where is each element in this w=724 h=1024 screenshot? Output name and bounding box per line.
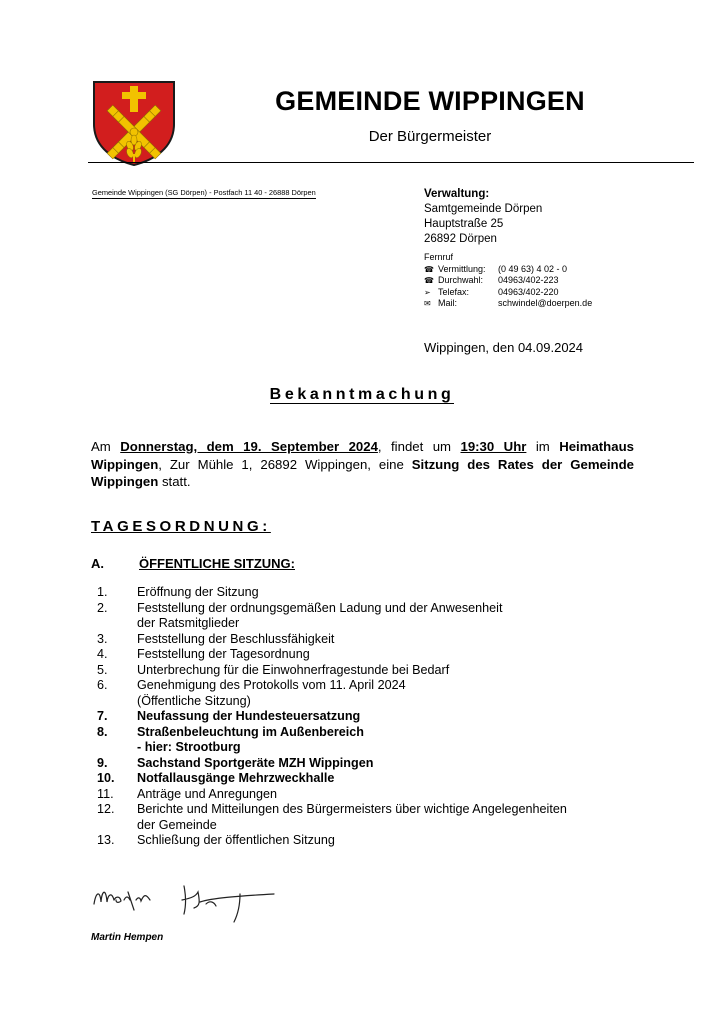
contact-heading: Fernruf — [424, 252, 454, 262]
agenda-item-line: Schließung der öffentlichen Sitzung — [137, 833, 335, 847]
agenda-item-number: 10. — [97, 771, 115, 785]
contact-label: Telefax: — [438, 286, 470, 297]
agenda-item-line: Berichte und Mitteilungen des Bürgermeisters über wichtige Angelegenheiten — [137, 802, 567, 816]
contact-value: (0 49 63) 4 02 - 0 — [498, 263, 568, 274]
phone-icon: ☎ — [424, 276, 434, 285]
handwritten-signature — [88, 870, 288, 928]
intro-paragraph — [91, 438, 634, 491]
sender-address-line: Gemeinde Wippingen (SG Dörpen) - Postfach 11 40 - 26888 Dörpen — [92, 188, 316, 197]
agenda-list — [91, 585, 651, 849]
agenda-item-text — [137, 756, 651, 772]
agenda-item-text — [137, 833, 651, 849]
meeting-time: 19:30 Uhr — [460, 439, 527, 454]
agenda-item-number: 11. — [97, 786, 114, 801]
municipality-title: GEMEINDE WIPPINGEN — [275, 86, 585, 116]
administration-line: Hauptstraße 25 — [424, 218, 504, 230]
section-title: ÖFFENTLICHE SITZUNG: — [139, 556, 295, 571]
agenda-item-text — [137, 585, 651, 601]
agenda-item-number: 4. — [97, 647, 108, 661]
agenda-item — [91, 632, 651, 648]
contact-email[interactable]: schwindel@doerpen.de — [498, 298, 593, 308]
agenda-item-line: Feststellung der ordnungsgemäßen Ladung und der Anwesenheit — [137, 600, 503, 615]
contact-row — [424, 287, 592, 299]
date-line: Wippingen, den 04.09.2024 — [424, 340, 584, 355]
contact-label: Durchwahl: — [438, 275, 484, 285]
agenda-item — [91, 585, 651, 601]
agenda-item — [91, 833, 651, 849]
contact-row — [424, 298, 592, 310]
announcement-title-text: Bekanntmachung — [269, 386, 455, 403]
mayor-subtitle: Der Bürgermeister — [368, 128, 492, 145]
agenda-item-number: 1. — [97, 585, 108, 599]
agenda-item-number: 6. — [97, 678, 108, 692]
meeting-name: Sitzung des Rates der Gemeinde Wippingen — [91, 456, 634, 489]
contact-row — [424, 275, 592, 287]
announcement-title — [0, 386, 724, 404]
administration-heading: Verwaltung: — [424, 188, 490, 200]
municipal-crest — [92, 80, 176, 166]
contact-block — [424, 252, 592, 310]
agenda-item-line: Sachstand Sportgeräte MZH Wippingen — [137, 755, 374, 770]
header-divider — [88, 162, 694, 163]
agenda-item — [91, 802, 651, 833]
contact-label: Vermittlung: — [438, 263, 486, 274]
administration-line: 26892 Dörpen — [424, 233, 497, 245]
agenda-item — [91, 601, 651, 632]
agenda-item-number: 9. — [97, 755, 108, 770]
agenda-item-text — [137, 601, 651, 632]
section-letter: A. — [91, 556, 104, 571]
agenda-item-number: 7. — [97, 709, 108, 723]
agenda-item-text — [137, 771, 651, 787]
fax-icon: ➢ — [424, 287, 431, 297]
agenda-item-number: 5. — [97, 662, 108, 677]
agenda-item — [91, 756, 651, 772]
agenda-item-line: Feststellung der Tagesordnung — [137, 647, 310, 661]
intro-text: , findet um — [377, 439, 461, 454]
agenda-title: TAGESORDNUNG: — [91, 518, 271, 535]
agenda-item-text — [137, 725, 651, 756]
agenda-item-line: Unterbrechung für die Einwohnerfragestunde bei Bedarf — [137, 662, 450, 677]
agenda-item-number: 13. — [97, 833, 115, 847]
agenda-item — [91, 771, 651, 787]
agenda-item-line: Anträge und Anregungen — [137, 786, 278, 801]
agenda-item-text — [137, 709, 651, 725]
agenda-item-line: Feststellung der Beschlussfähigkeit — [137, 631, 335, 646]
agenda-item-text — [137, 663, 651, 679]
agenda-item-text — [137, 678, 651, 709]
agenda-item — [91, 725, 651, 756]
agenda-item — [91, 787, 651, 803]
agenda-item-line: Genehmigung des Protokolls vom 11. April 2024 — [137, 678, 406, 692]
agenda-item-number: 2. — [97, 600, 108, 615]
agenda-item-text — [137, 787, 651, 803]
agenda-item — [91, 709, 651, 725]
contact-value: 04963/402-220 — [498, 286, 559, 297]
mail-icon: ✉ — [424, 299, 431, 308]
intro-text: Am — [91, 439, 121, 454]
agenda-item-text — [137, 802, 651, 833]
contact-value: 04963/402-223 — [498, 275, 559, 285]
agenda-item-line: Eröffnung der Sitzung — [137, 585, 259, 599]
agenda-item — [91, 647, 651, 663]
agenda-item-line: (Öffentliche Sitzung) — [137, 693, 251, 708]
intro-text: statt. — [158, 474, 191, 489]
section-heading — [91, 556, 295, 571]
agenda-item-line: der Gemeinde — [137, 817, 217, 832]
agenda-item-line: - hier: Strootburg — [137, 740, 241, 754]
agenda-item-number: 12. — [97, 802, 115, 816]
agenda-item — [91, 678, 651, 709]
meeting-venue: Heimathaus Wippingen — [91, 439, 634, 472]
meeting-date: Donnerstag, dem 19. September 2024 — [120, 439, 378, 454]
agenda-item-line: Notfallausgänge Mehrzweckhalle — [137, 771, 335, 785]
intro-text: im — [526, 439, 560, 454]
agenda-item-line: Straßenbeleuchtung im Außenbereich — [137, 724, 364, 739]
intro-text: , Zur Mühle 1, 26892 Wippingen, eine — [158, 456, 412, 472]
agenda-item-number: 8. — [97, 724, 108, 739]
phone-icon: ☎ — [424, 264, 434, 274]
agenda-item-text — [137, 632, 651, 648]
agenda-item-line: Neufassung der Hundesteuersatzung — [137, 709, 361, 723]
signer-name: Martin Hempen — [91, 932, 164, 943]
agenda-item-line: der Ratsmitglieder — [137, 616, 240, 630]
administration-line: Samtgemeinde Dörpen — [424, 203, 543, 215]
agenda-item-text — [137, 647, 651, 663]
agenda-item — [91, 663, 651, 679]
contact-label: Mail: — [438, 298, 458, 308]
agenda-item-number: 3. — [97, 631, 108, 646]
administration-block — [424, 187, 542, 247]
contact-row — [424, 264, 592, 276]
